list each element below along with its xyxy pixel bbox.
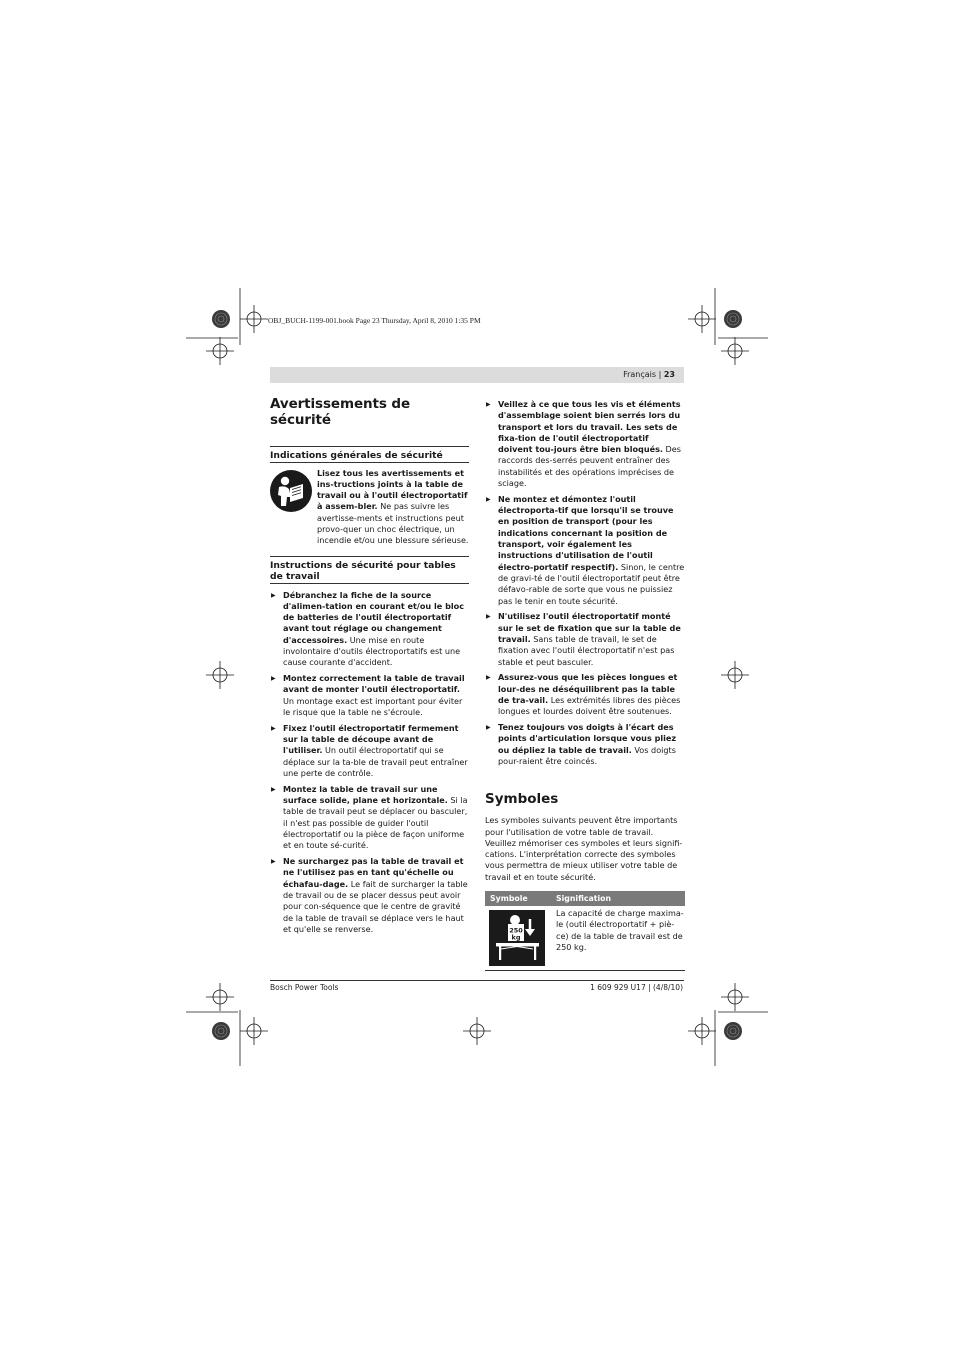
- item-bold-text: Fixez l'outil électroportatif fermement sur la table de découpe avant de l'utiliser.: [283, 722, 459, 756]
- item-bold-text: Débranchez la fiche de la source d'alimen-tation en courant et/ou le bloc de batteries de l'outil électroportatif avant tout réglage ou changement d'accessoires.: [283, 589, 464, 645]
- item-text: Un outil électroportatif qui se déplace sur la ta-ble de travail peut entraîner une perte de contrôle.: [283, 745, 468, 778]
- right-instruction-list: [485, 399, 685, 767]
- symbols-table: [485, 891, 685, 971]
- print-slug-line: OBJ_BUCH-1199-001.book Page 23 Thursday, April 8, 2010 1:35 PM: [268, 316, 481, 325]
- item-text: Le fait de surcharger la table de travail ou de se placer dessus peut avoir pour con-séquence que le centre de gravité de la table de travail se déplace vers le haut et qu'elle se renverse.: [283, 878, 468, 934]
- item-bold-text: Ne montez et démontez l'outil électroporta-tif que lorsqu'il se trouve en position de transport (pour les indications concernant la position de transport, voir également les instructions d'utilisation de l'outil électro-portatif respectif).: [498, 493, 674, 572]
- list-item: [270, 856, 469, 935]
- general-safety-heading: Indications générales de sécurité: [270, 446, 469, 462]
- list-item: [270, 673, 469, 718]
- item-bold-text: Tenez toujours vos doigts à l'écart des points d'articulation lorsque vous pliez ou dépliez la table de travail.: [498, 722, 677, 755]
- bullet-triangle-icon: ▶: [486, 401, 491, 408]
- list-item: [485, 672, 685, 717]
- header-page-label: [623, 370, 675, 379]
- general-heading-block: [270, 446, 469, 463]
- footer-doc-number: 1 609 929 U17 | (4/8/10): [590, 983, 683, 992]
- footer-brand: Bosch Power Tools: [270, 983, 339, 992]
- col-header-meaning: Signification: [556, 893, 612, 903]
- list-item: [485, 611, 685, 667]
- bullet-triangle-icon: ▶: [271, 591, 276, 599]
- item-bold-text: Montez correctement la table de travail avant de monter l'outil électroportatif.: [283, 673, 465, 695]
- item-text: Vos doigts pour-raient être coincés.: [498, 744, 676, 766]
- right-column: [485, 399, 685, 971]
- bullet-triangle-icon: ▶: [271, 785, 276, 793]
- bullet-triangle-icon: ▶: [271, 675, 276, 683]
- header-language: Français: [623, 370, 657, 379]
- general-warning-bold: Lisez tous les avertissements et ins-tructions joints à la table de travail ou à l'outil électroportatif à assem-bler.: [317, 467, 468, 512]
- list-item: [270, 723, 469, 779]
- left-instruction-list: [270, 590, 469, 936]
- table-safety-heading: Instructions de sécurité pour tables de travail: [270, 556, 469, 583]
- col-header-symbol: Symbole: [490, 893, 528, 903]
- item-bold-text: Ne surchargez pas la table de travail et ne l'utilisez pas en tant qu'échelle ou échafau-dage.: [283, 856, 464, 889]
- header-separator: |: [658, 370, 662, 379]
- list-item: [485, 494, 685, 607]
- item-bold-text: N'utilisez l'outil électroportatif monté sur le set de fixation que sur la table de travail.: [498, 611, 681, 644]
- item-text: Sinon, le centre de gravi-té de l'outil électroportatif peut être défavo-rable de sorte que vous ne puissiez pas le tenir en toute sécurité.: [498, 561, 685, 606]
- bullet-triangle-icon: ▶: [486, 495, 491, 503]
- read-instructions-text: [317, 468, 469, 547]
- item-text: Si la table de travail peut se déplacer ou basculer, il n'est pas possible de guider l'outil électroportatif ou la pièce de façon uniforme et en toute sé-curité.: [283, 795, 468, 851]
- section-title-symbols: Symboles: [485, 791, 559, 808]
- read-manual-icon: [270, 470, 312, 512]
- load-unit-label: kg: [511, 933, 521, 942]
- item-text: Sans table de travail, le set de fixation avec l'outil électroportatif n'est pas stable et peut basculer.: [498, 633, 675, 667]
- item-text: Des raccords des-serrés peuvent entraîner des instabilités et des opérations imprécises de sciage.: [498, 444, 681, 489]
- bullet-triangle-icon: ▶: [271, 858, 276, 866]
- max-load-table-icon: [489, 910, 545, 966]
- header-page-number: 23: [663, 370, 675, 379]
- max-load-description: La capacité de charge maxima-le (outil électroportatif + piè-ce) de la table de travail est de 250 kg.: [556, 907, 684, 952]
- bullet-triangle-icon: ▶: [486, 613, 491, 621]
- left-column: [270, 396, 469, 940]
- item-bold-text: Veillez à ce que tous les vis et éléments d'assemblage soient bien serrés lors du transport et lors du travail. Les sets de fixa-tion de l'outil électroportatif doivent tou-jours être bien bloqués.: [498, 399, 681, 455]
- read-instructions-warning: [270, 468, 469, 550]
- symbols-intro-paragraph: Les symboles suivants peuvent être importants pour l'utilisation de votre table de travail. Veuillez mémoriser ces symboles et leurs signifi-cations. L'interprétation correcte des symboles vous permettra de mieux utiliser votre table de travail et en toute sécurité.: [485, 815, 683, 882]
- max-load-icon: [489, 910, 545, 966]
- list-item: [485, 722, 685, 767]
- item-bold-text: Montez la table de travail sur une surface solide, plane et horizontale.: [283, 783, 448, 806]
- bullet-triangle-icon: ▶: [486, 674, 491, 682]
- bullet-triangle-icon: ▶: [271, 724, 276, 732]
- running-header: [270, 367, 684, 383]
- footer-divider: [270, 980, 684, 981]
- list-item: [485, 399, 685, 489]
- table-heading-block: [270, 556, 469, 584]
- item-text: Les extrémités libres des pièces longues et lourdes doivent être soutenues.: [498, 694, 681, 717]
- section-title-safety: Avertissements de sécurité: [270, 396, 411, 428]
- general-warning-text: Ne pas suivre les avertisse-ments et instructions peut provo-quer un choc électrique, un incendie et/ou une blessure sérieuse.: [317, 501, 469, 546]
- list-item: [270, 784, 469, 852]
- item-bold-text: Assurez-vous que les pièces longues et lour-des ne déséquilibrent pas la table de tra-vail.: [498, 672, 678, 705]
- item-text: Une mise en route involontaire d'outils électroportatifs est une cause courante d'accident.: [283, 634, 461, 668]
- bullet-triangle-icon: ▶: [486, 724, 491, 732]
- item-text: Un montage exact est important pour éviter le risque que la table ne s'écroule.: [283, 695, 463, 717]
- load-weight-label: 250: [509, 926, 523, 935]
- symbols-table-header: [485, 891, 685, 906]
- list-item: [270, 590, 469, 669]
- table-row: [485, 906, 685, 970]
